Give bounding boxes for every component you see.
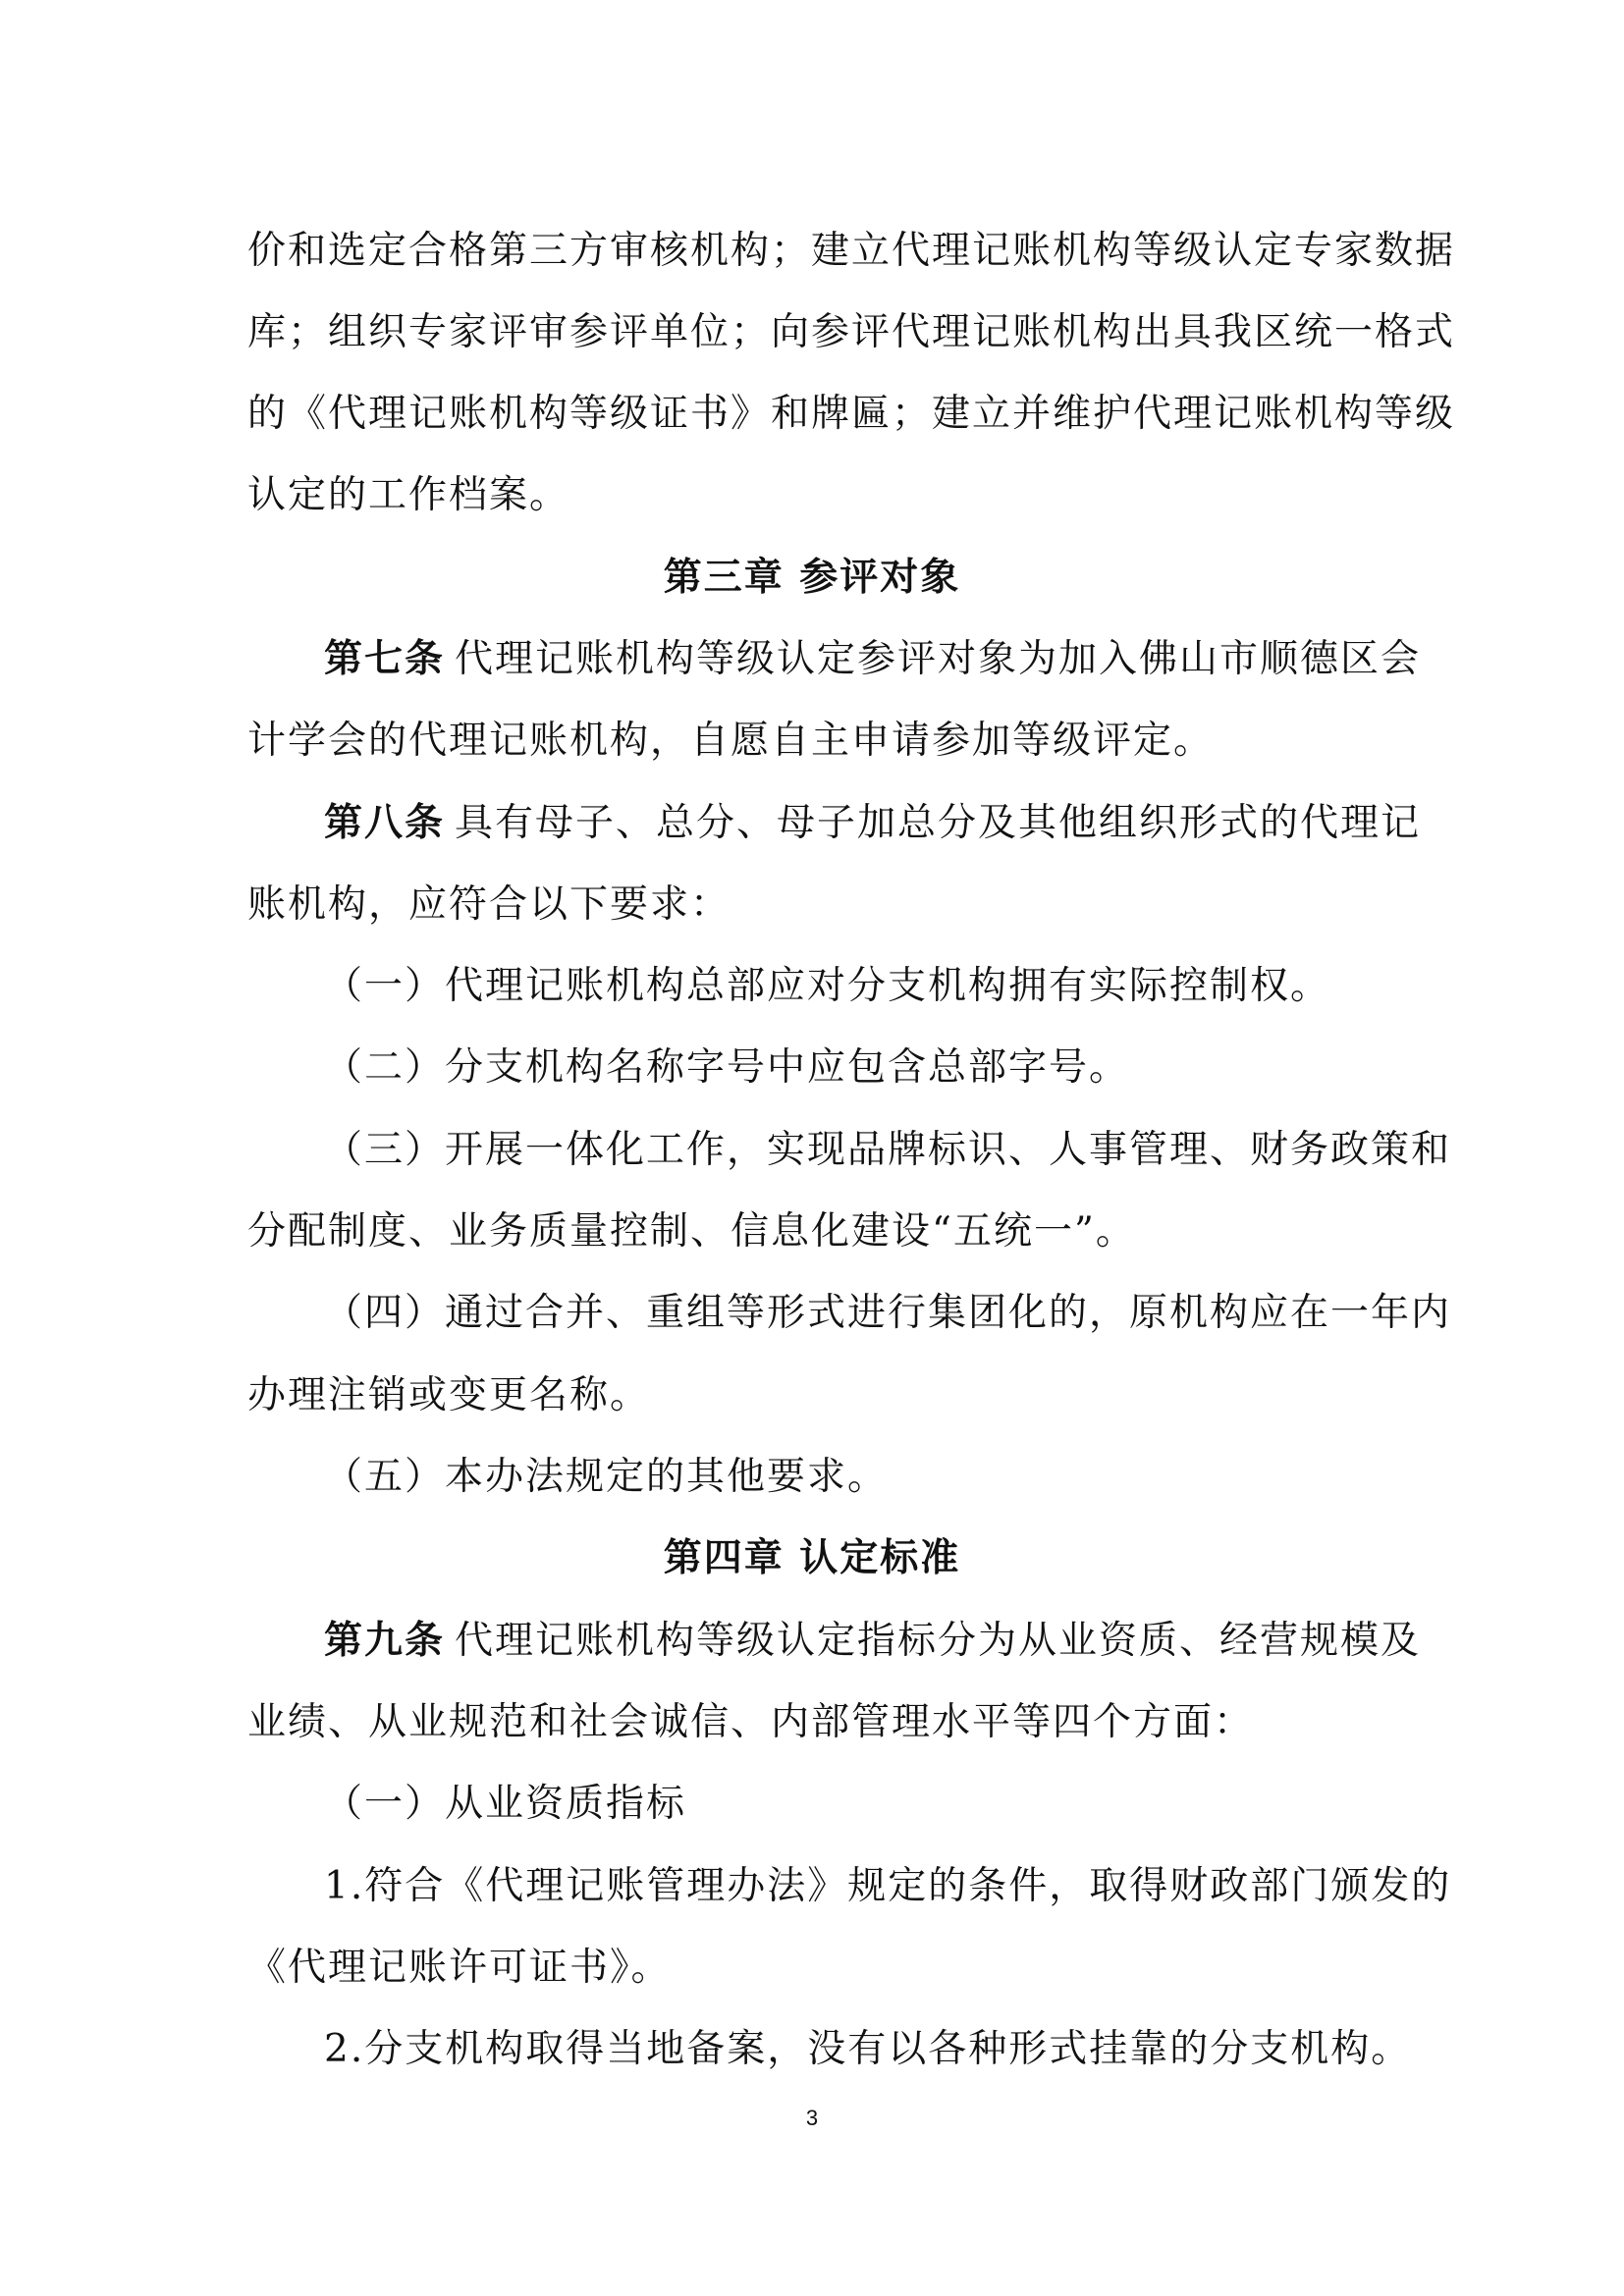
list-item: （三）开展一体化工作，实现品牌标识、人事管理、财务政策和 — [324, 1128, 1452, 1172]
paragraph-line: 业绩、从业规范和社会诚信、内部管理水平等四个方面： — [247, 1700, 1255, 1744]
paragraph-line: 库；组织专家评审参评单位；向参评代理记账机构出具我区统一格式 — [247, 310, 1456, 354]
list-item: （一）从业资质指标 — [324, 1782, 687, 1826]
paragraph-line: 账机构，应符合以下要求： — [247, 882, 731, 927]
chapter-four-heading: 第四章 认定标准 — [663, 1536, 961, 1580]
list-item-continuation: 分配制度、业务质量控制、信息化建设“五统一”。 — [247, 1209, 1136, 1254]
chapter-three-heading: 第三章 参评对象 — [663, 556, 961, 600]
list-item-continuation: 办理注销或变更名称。 — [247, 1373, 651, 1417]
article-seven-line — [324, 636, 1421, 683]
list-item: 1.符合《代理记账管理办法》规定的条件，取得财政部门颁发的 — [324, 1864, 1452, 1908]
page-number: 3 — [805, 2106, 819, 2130]
list-item: （五）本办法规定的其他要求。 — [324, 1455, 889, 1499]
article-nine-line — [324, 1618, 1421, 1665]
article-eight-line — [324, 800, 1421, 847]
article-nine-text: 代理记账机构等级认定指标分为从业资质、经营规模及 — [455, 1619, 1422, 1663]
article-seven-text: 代理记账机构等级认定参评对象为加入佛山市顺德区会 — [455, 637, 1422, 681]
list-item-continuation: 《代理记账许可证书》。 — [247, 1946, 672, 1990]
paragraph-line: 的《代理记账机构等级证书》和牌匾；建立并维护代理记账机构等级 — [247, 392, 1456, 436]
paragraph-line: 认定的工作档案。 — [247, 473, 570, 517]
list-item: 2.分支机构取得当地备案，没有以各种形式挂靠的分支机构。 — [324, 2027, 1412, 2071]
paragraph-line: 价和选定合格第三方审核机构；建立代理记账机构等级认定专家数据 — [247, 229, 1456, 273]
article-eight-label: 第八条 — [324, 801, 446, 845]
list-item: （四）通过合并、重组等形式进行集团化的，原机构应在一年内 — [324, 1291, 1452, 1335]
list-item: （二）分支机构名称字号中应包含总部字号。 — [324, 1045, 1130, 1090]
article-seven-label: 第七条 — [324, 637, 446, 681]
article-nine-label: 第九条 — [324, 1619, 446, 1663]
list-item: （一）代理记账机构总部应对分支机构拥有实际控制权。 — [324, 964, 1331, 1008]
paragraph-line: 计学会的代理记账机构，自愿自主申请参加等级评定。 — [247, 719, 1215, 763]
article-eight-text: 具有母子、总分、母子加总分及其他组织形式的代理记 — [455, 801, 1422, 845]
